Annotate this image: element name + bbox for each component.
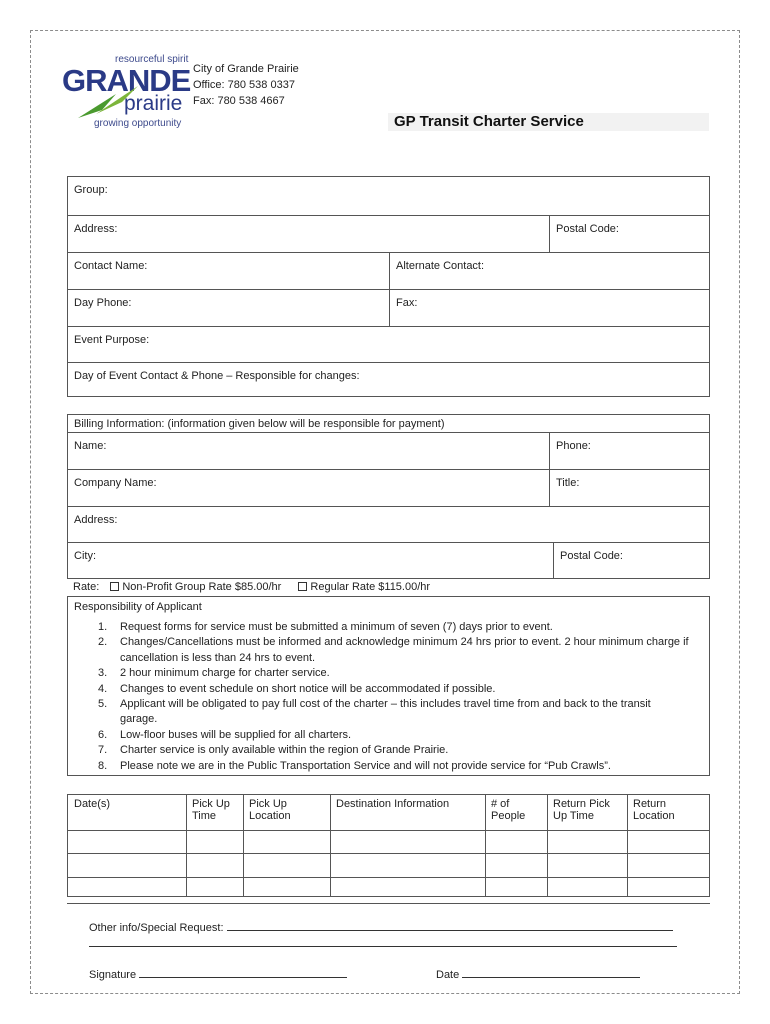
fax-field[interactable] <box>389 290 709 326</box>
city-logo <box>60 52 192 134</box>
list-item: 8. Please note we are in the Public Transportation Service and will not provide service for “Pub Crawls”. <box>98 759 611 772</box>
day-of-event-row <box>68 362 709 396</box>
billing-name-row <box>68 432 709 469</box>
billing-table <box>67 414 710 579</box>
schedule-header-return-time: Return Pick Up Time <box>553 798 610 822</box>
city-field[interactable] <box>68 543 553 578</box>
billing-title-label: Title: <box>556 477 580 489</box>
schedule-table <box>67 794 710 897</box>
billing-address-field[interactable] <box>68 507 709 542</box>
contact-block <box>193 61 299 109</box>
event-purpose-field[interactable] <box>68 327 709 362</box>
billing-address-row <box>68 506 709 542</box>
schedule-header-pickup-location: Pick Up Location <box>249 798 291 822</box>
non-profit-rate-label: Non-Profit Group Rate $85.00/hr <box>122 581 282 593</box>
day-phone-label: Day Phone: <box>74 297 132 309</box>
billing-address-label: Address: <box>74 514 118 526</box>
billing-name-field[interactable] <box>68 433 549 469</box>
address-label: Address: <box>74 223 118 235</box>
signature-label: Signature <box>89 969 137 981</box>
group-info-table <box>67 176 710 397</box>
contact-row <box>68 252 709 289</box>
other-info-label: Other info/Special Request: <box>89 922 224 934</box>
logo-wordmark-sub: prairie <box>124 92 183 115</box>
contact-office: Office: 780 538 0337 <box>193 79 295 91</box>
schedule-header-people: # of People <box>491 798 526 822</box>
day-of-event-contact-label: Day of Event Contact & Phone – Responsible for changes: <box>74 370 360 382</box>
day-of-event-contact-field[interactable] <box>68 363 709 396</box>
postal-code-field[interactable] <box>549 216 709 252</box>
billing-phone-label: Phone: <box>556 440 591 452</box>
logo-wordmark-main: GRANDE <box>62 63 191 98</box>
day-phone-field[interactable] <box>68 290 389 326</box>
other-info-input[interactable] <box>227 921 673 931</box>
other-info-input-line2[interactable] <box>89 946 677 947</box>
schedule-header-destination: Destination Information <box>336 798 450 810</box>
date-input[interactable] <box>462 968 640 978</box>
billing-header: Billing Information: (information given below will be responsible for payment) <box>74 418 445 430</box>
billing-postal-code-field[interactable] <box>553 543 709 578</box>
list-item: 4. Changes to event schedule on short notice will be accommodated if possible. <box>98 682 496 695</box>
schedule-row-divider <box>68 830 709 831</box>
billing-city-row <box>68 542 709 578</box>
form-title: GP Transit Charter Service <box>394 113 584 130</box>
address-row <box>68 215 709 252</box>
list-item: 6. Low-floor buses will be supplied for all charters. <box>98 728 352 741</box>
contact-fax: Fax: 780 538 4667 <box>193 95 285 107</box>
group-row <box>68 177 709 215</box>
billing-name-label: Name: <box>74 440 107 452</box>
company-name-label: Company Name: <box>74 477 157 489</box>
list-item: 3. 2 hour minimum charge for charter service. <box>98 667 330 680</box>
billing-phone-field[interactable] <box>549 433 709 469</box>
company-name-field[interactable] <box>68 470 549 506</box>
logo-tagline-top: resourceful spirit <box>115 54 189 65</box>
signature-line <box>89 968 347 981</box>
schedule-header-return-location: Return Location <box>633 798 675 822</box>
rate-line <box>73 581 430 593</box>
form-title-bar <box>388 113 709 131</box>
event-purpose-row <box>68 326 709 362</box>
other-info-line <box>89 921 673 934</box>
list-item: 7. Charter service is only available within the region of Grande Prairie. <box>98 744 449 757</box>
list-item: 2. Changes/Cancellations must be informed and acknowledge minimum 24 hrs prior to event. 2 hour minimum charge if cancellation is less than 24 hrs to event. <box>98 636 689 664</box>
list-item: 5. Applicant will be obligated to pay full cost of the charter – this includes travel time from and back to the transit garage. <box>98 698 651 726</box>
contact-name-field[interactable] <box>68 253 389 289</box>
alternate-contact-label: Alternate Contact: <box>396 260 485 272</box>
phone-row <box>68 289 709 326</box>
non-profit-rate-checkbox[interactable] <box>110 582 119 591</box>
event-purpose-label: Event Purpose: <box>74 334 150 346</box>
responsibility-header: Responsibility of Applicant <box>74 601 202 613</box>
address-field[interactable] <box>68 216 549 252</box>
billing-company-row <box>68 469 709 506</box>
billing-postal-code-label: Postal Code: <box>560 550 623 562</box>
list-item: 1. Request forms for service must be submitted a minimum of seven (7) days prior to event. <box>98 621 553 633</box>
city-label: City: <box>74 550 96 562</box>
contact-org: City of Grande Prairie <box>193 63 299 75</box>
schedule-row-divider <box>68 877 709 878</box>
contact-name-label: Contact Name: <box>74 260 148 272</box>
fax-label: Fax: <box>396 297 418 309</box>
rate-label: Rate: <box>73 581 100 593</box>
alternate-contact-field[interactable] <box>389 253 709 289</box>
section-divider <box>67 903 710 904</box>
schedule-header-dates: Date(s) <box>74 798 111 810</box>
group-label: Group: <box>74 184 108 196</box>
signature-input[interactable] <box>139 968 347 978</box>
billing-title-field[interactable] <box>549 470 709 506</box>
regular-rate-checkbox[interactable] <box>298 582 307 591</box>
responsibility-list <box>90 620 690 774</box>
responsibility-section <box>67 596 710 776</box>
schedule-row-divider <box>68 853 709 854</box>
schedule-header-pickup-time: Pick Up Time <box>192 798 230 822</box>
group-field[interactable] <box>68 177 709 215</box>
date-label: Date <box>436 969 460 981</box>
logo-tagline-bottom: growing opportunity <box>94 118 182 129</box>
postal-code-label: Postal Code: <box>556 223 619 235</box>
regular-rate-label: Regular Rate $115.00/hr <box>310 581 431 593</box>
date-line <box>436 968 640 981</box>
